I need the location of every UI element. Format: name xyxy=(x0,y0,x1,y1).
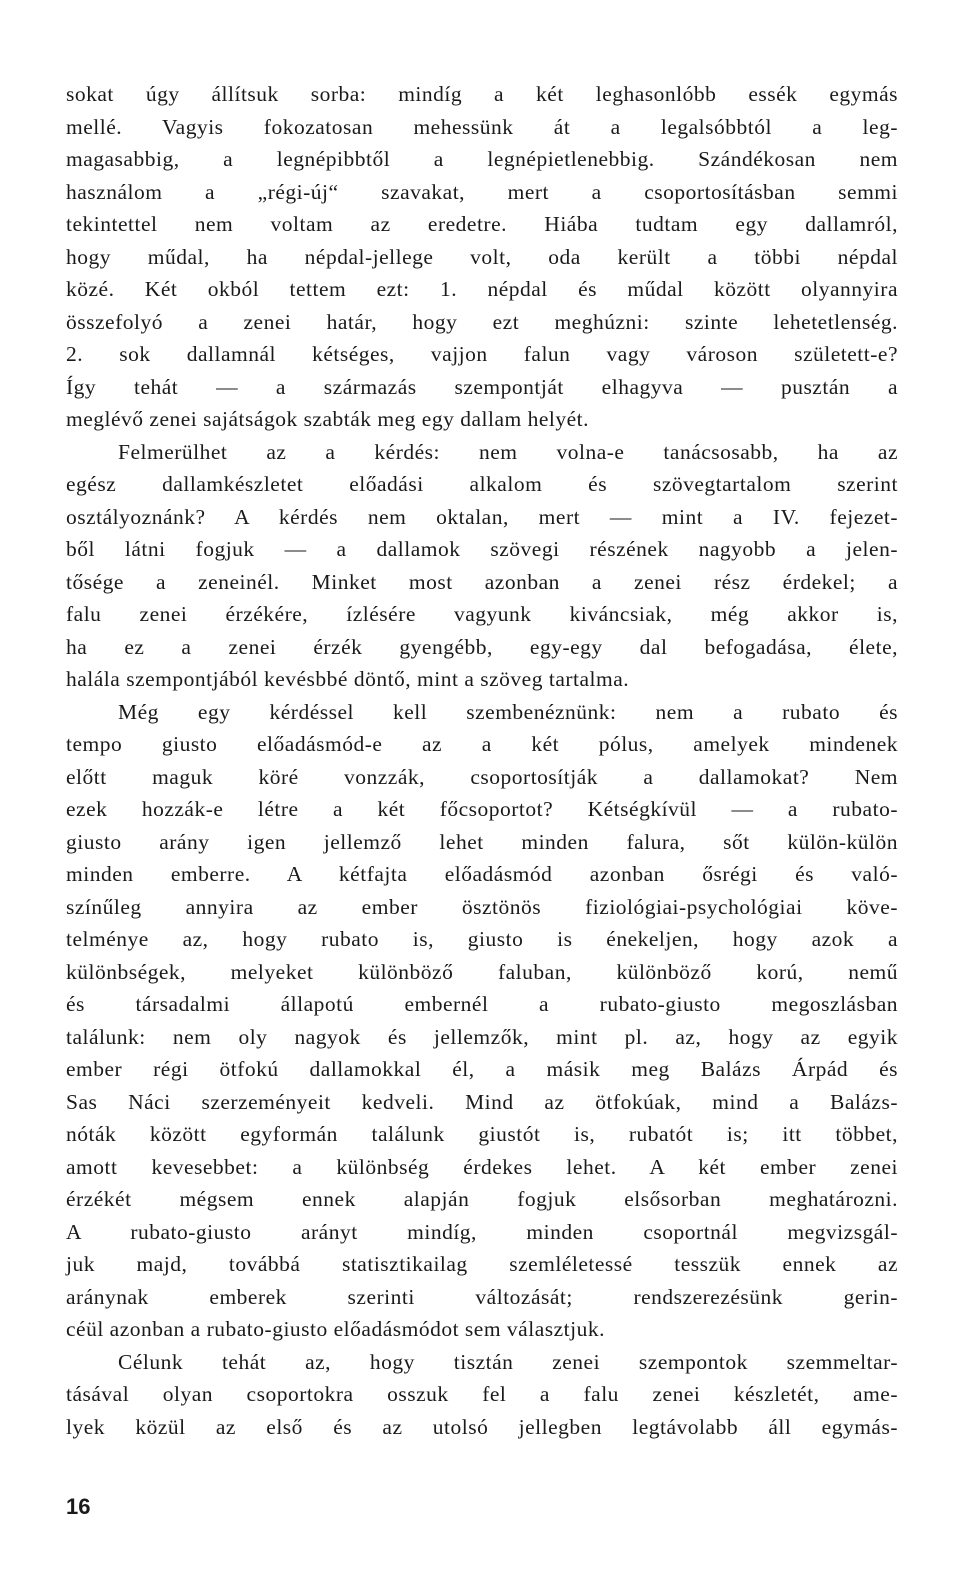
text-line: Felmerülhet az a kérdés: nem volna-e tanácsosabb, ha az xyxy=(118,439,898,464)
text-line: színűleg annyira az ember ösztönös fiziológiai-psychológiai köve- xyxy=(66,894,898,919)
text-line: tekintettel nem voltam az eredetre. Hiába tudtam egy dallamról, xyxy=(66,212,898,236)
text-line: Célunk tehát az, hogy tisztán zenei szempontok szemmeltar- xyxy=(118,1349,898,1374)
text-line: és társadalmi állapotú embernél a rubato-giusto megoszlásban xyxy=(66,992,898,1016)
text-line: ha ez a zenei érzék gyengébb, egy-egy dal befogadása, élete, xyxy=(66,634,898,659)
text-line: telménye az, hogy rubato is, giusto is énekeljen, hogy azok a xyxy=(66,927,898,951)
text-line: egész dallamkészletet előadási alkalom és szövegtartalom szerint xyxy=(66,472,898,496)
text-line: nóták között egyformán találunk giustót is, rubatót is; itt többet, xyxy=(66,1122,898,1146)
text-line: aránynak emberek szerinti változását; rendszerezésünk gerin- xyxy=(66,1284,898,1309)
text-line: amott kevesebbet: a különbség érdekes lehet. A két ember zenei xyxy=(66,1154,898,1179)
text-line: találunk: nem oly nagyok és jellemzők, mint pl. az, hogy az egyik xyxy=(66,1024,898,1049)
text-line: tásával olyan csoportokra osszuk fel a falu zenei készletét, ame- xyxy=(66,1382,898,1406)
text-line: céül azonban a rubato-giusto előadásmódot sem választjuk. xyxy=(66,1317,605,1341)
text-line: Sas Náci szerzeményeit kedveli. Mind az ötfokúak, mind a Balázs- xyxy=(66,1089,898,1114)
body-text xyxy=(66,78,898,1443)
text-line: magasabbig, a legnépibbtől a legnépietlenebbig. Szándékosan nem xyxy=(66,147,898,171)
text-line: előtt maguk köré vonzzák, csoportosítják a dallamokat? Nem xyxy=(66,764,898,789)
text-line: 2. sok dallamnál kétséges, vajjon falun vagy városon született-e? xyxy=(66,342,898,366)
text-line: hogy műdal, ha népdal-jellege volt, oda került a többi népdal xyxy=(66,244,898,269)
text-line: tősége a zeneinél. Minket most azonban a zenei rész érdekel; a xyxy=(66,569,898,594)
text-line: sokat úgy állítsuk sorba: mindíg a két leghasonlóbb essék egymás xyxy=(66,82,898,106)
text-line: Még egy kérdéssel kell szembenéznünk: nem a rubato és xyxy=(118,699,898,724)
text-line: ből látni fogjuk — a dallamok szövegi részének nagyobb a jelen- xyxy=(66,537,898,561)
text-line: halála szempontjából kevésbbé döntő, mint a szöveg tartalma. xyxy=(66,667,630,691)
text-line: összefolyó a zenei határ, hogy ezt meghúzni: szinte lehetetlenség. xyxy=(66,309,898,334)
text-line: Így tehát — a származás szempontját elhagyva — pusztán a xyxy=(66,374,898,399)
text-line: falu zenei érzékére, ízlésére vagyunk kiváncsiak, még akkor is, xyxy=(66,602,898,626)
text-line: ezek hozzák-e létre a két főcsoportot? Kétségkívül — a rubato- xyxy=(66,797,898,821)
text-line: érzékét mégsem ennek alapján fogjuk elsősorban meghatározni. xyxy=(66,1187,898,1211)
text-line: használom a „régi-új“ szavakat, mert a csoportosításban semmi xyxy=(66,179,898,204)
text-line: tempo giusto előadásmód-e az a két pólus, amelyek mindenek xyxy=(66,732,898,756)
text-line: giusto arány igen jellemző lehet minden falura, sőt külön-külön xyxy=(66,829,898,854)
page-number: 16 xyxy=(66,1494,91,1519)
text-line: minden emberre. A kétfajta előadásmód azonban ősrégi és való- xyxy=(66,862,898,886)
text-line: juk majd, továbbá statisztikailag szemléletessé tesszük ennek az xyxy=(66,1252,898,1276)
text-line: A rubato-giusto arányt mindíg, minden csoportnál megvizsgál- xyxy=(66,1219,898,1244)
text-line: különbségek, melyeket különböző faluban, különböző korú, nemű xyxy=(66,959,898,984)
text-line: mellé. Vagyis fokozatosan mehessünk át a legalsóbbtól a leg- xyxy=(66,114,898,139)
text-line: meglévő zenei sajátságok szabták meg egy dallam helyét. xyxy=(66,407,590,431)
text-line: osztályoznánk? A kérdés nem oktalan, mert — mint a IV. fejezet- xyxy=(66,504,898,529)
text-line: ember régi ötfokú dallamokkal él, a másik meg Balázs Árpád és xyxy=(66,1057,898,1081)
text-line: közé. Két okból tettem ezt: 1. népdal és műdal között olyannyira xyxy=(66,277,898,301)
text-line: lyek közül az első és az utolsó jellegben legtávolabb áll egymás- xyxy=(66,1414,898,1439)
